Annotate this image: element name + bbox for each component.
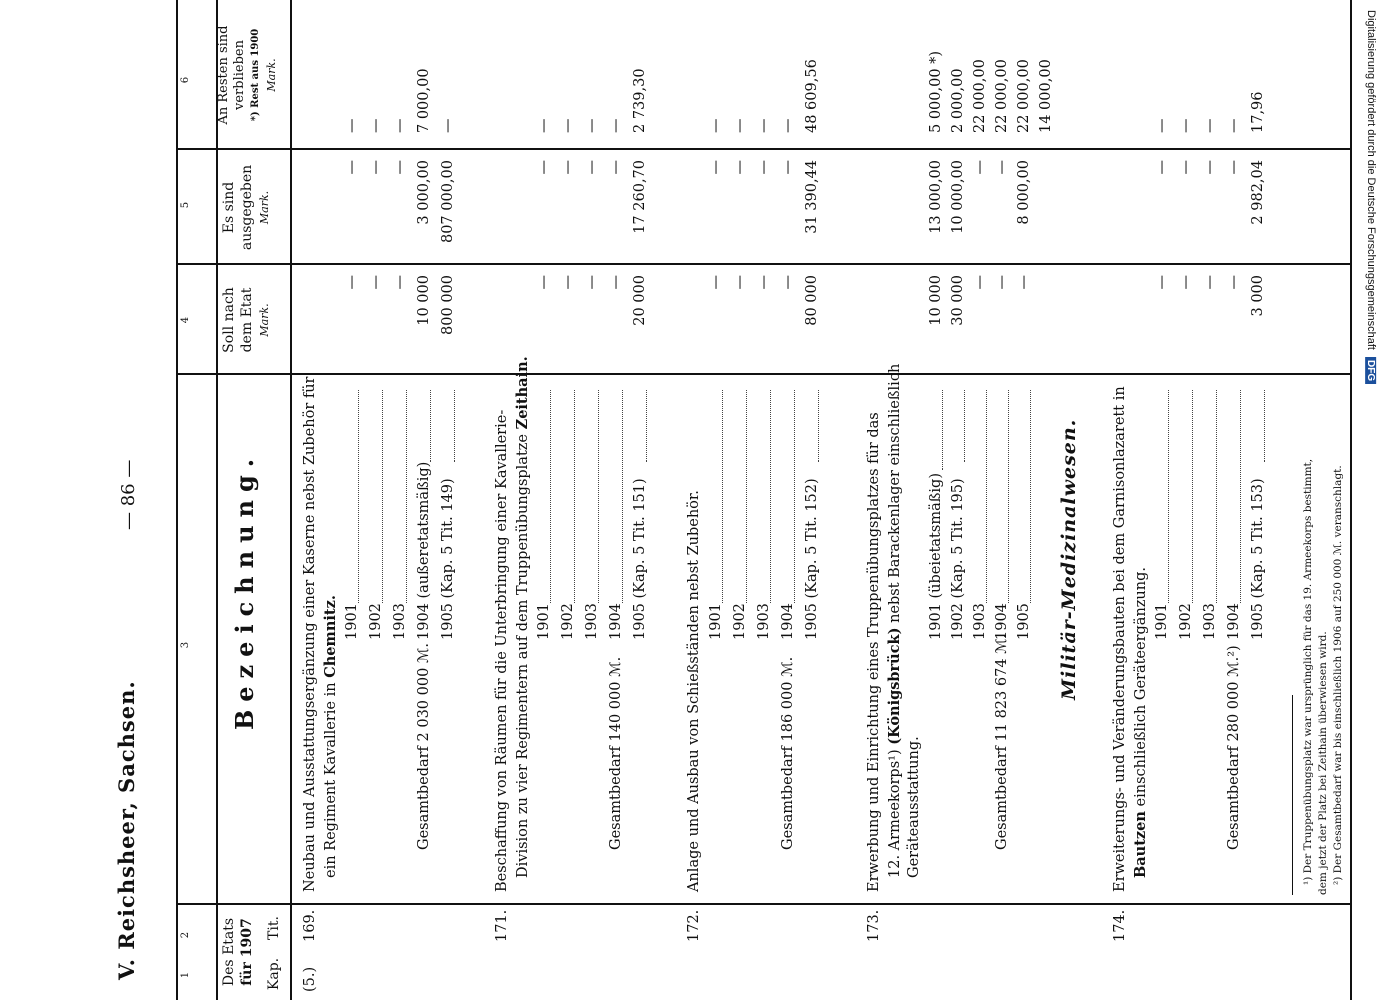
ledger-page [80, 0, 1370, 1000]
entry-year: 1903 [972, 603, 988, 640]
leader-dots [1254, 390, 1265, 462]
leader-dots [612, 390, 623, 603]
rest-value: — [584, 118, 600, 133]
col-divider [176, 263, 1350, 265]
entry-year: 1901 [708, 603, 724, 640]
ausgegeben-label: Es sind ausgegeben [221, 164, 255, 251]
leader-dots [736, 390, 747, 603]
rest-value: — [560, 118, 576, 133]
soll-value: — [560, 275, 576, 290]
entry-place: Bautzen [1132, 811, 1149, 878]
rest-value: — [1154, 118, 1170, 133]
soll-value: 10 000 [928, 275, 944, 326]
col-number: 1 [180, 971, 191, 979]
soll-value: — [536, 275, 552, 290]
rest-value: — [732, 118, 748, 133]
kap-heading: Kap. [266, 957, 282, 991]
rest-value: 2 739,30 [632, 68, 648, 133]
rest-value: — [368, 118, 384, 133]
rest-value: — [756, 118, 772, 133]
entry-description-text: ein Regiment Kavallerie in [323, 677, 339, 878]
leader-dots [396, 390, 407, 603]
ausgegeben-value: — [344, 160, 360, 175]
entry-description-text: nebst Barackenlager einschließlich [887, 363, 903, 628]
soll-value: 30 000 [950, 275, 966, 326]
ausgegeben-value: — [732, 160, 748, 175]
entry-year: 1903 [1202, 603, 1218, 640]
entry-year: 1905 (Kap. 5 Tit. 149) [440, 478, 456, 640]
soll-value: — [344, 275, 360, 290]
entry-description-text: Division zu vier Regimentern auf dem Truppenübungsplatze [515, 429, 531, 878]
ausgegeben-value: 31 390,44 [804, 160, 820, 234]
leader-dots [372, 390, 383, 603]
ausgegeben-value: 3 000,00 [416, 160, 432, 225]
entry-year: 1902 (Kap. 5 Tit. 195) [950, 478, 966, 640]
col-number: 3 [180, 641, 191, 649]
rest-value: — [1226, 118, 1242, 133]
soll-value: 800 000 [440, 275, 456, 335]
rest-value: — [708, 118, 724, 133]
entry-description-text: 12. Armeekorps¹) [887, 744, 903, 878]
soll-value: — [1202, 275, 1218, 290]
entry-description [1132, 567, 1149, 878]
leader-dots [998, 390, 1009, 603]
ausgegeben-value: 10 000,00 [950, 160, 966, 234]
col-number: 2 [180, 931, 191, 939]
rest-value: 14 000,00 [1038, 59, 1054, 133]
digitization-text: Digitalisierung gefördert durch die Deutsche Forschungsgemeinschaft [1365, 10, 1377, 350]
rest-value: 22 000,00 [972, 59, 988, 133]
rest-value: — [1178, 118, 1194, 133]
entry-place: (Königsbrück) [886, 627, 903, 745]
entry-year: 1903 [584, 603, 600, 640]
soll-value: — [756, 275, 772, 290]
rest-value: 22 000,00 [994, 59, 1010, 133]
unit-label: Mark. [265, 58, 278, 92]
entry-gesamtbedarf: Gesamtbedarf 186 000 ℳ. [780, 656, 796, 850]
ausgegeben-value: 13 000,00 [928, 160, 944, 234]
entry-tit: 172. [686, 909, 702, 942]
ausgegeben-heading [220, 155, 274, 260]
soll-value: 3 000 [1250, 275, 1266, 317]
section-heading: Militär-Medizinalwesen. [1058, 418, 1080, 700]
leader-dots [1206, 390, 1217, 603]
entry-year: 1901 [536, 603, 552, 640]
soll-value: — [708, 275, 724, 290]
bezeichnung-heading: Bezeichnung. [230, 450, 259, 730]
rest-value: — [344, 118, 360, 133]
entry-description: Beschaffung von Räumen für die Unterbringung einer Kavallerie- [494, 409, 510, 892]
entry-gesamtbedarf: Gesamtbedarf 140 000 ℳ. [608, 656, 624, 850]
header-rule [216, 0, 218, 1000]
entry-tit: 173. [866, 909, 882, 942]
soll-value: — [994, 275, 1010, 290]
soll-value: 80 000 [804, 275, 820, 326]
soll-value: — [608, 275, 624, 290]
dfg-logo: DFG [1365, 357, 1376, 384]
entry-year: 1905 (Kap. 5 Tit. 151) [632, 478, 648, 640]
leader-dots [808, 390, 819, 462]
entry-tit: 174. [1112, 909, 1128, 942]
soll-value: — [1178, 275, 1194, 290]
entry-place: Zeithain. [514, 356, 531, 430]
rest-value: 5 000,00 *) [928, 50, 944, 133]
rest-value: — [440, 118, 456, 133]
leader-dots [588, 390, 599, 603]
leader-dots [348, 390, 359, 603]
leader-dots [954, 390, 965, 462]
section-title: V. Reichsheer, Sachsen. [114, 680, 139, 980]
leader-dots [932, 390, 943, 470]
soll-value: 20 000 [632, 275, 648, 326]
soll-value: — [732, 275, 748, 290]
ausgegeben-value: — [994, 160, 1010, 175]
entry-year: 1902 [368, 603, 384, 640]
leader-dots [976, 390, 987, 603]
rest-value: — [536, 118, 552, 133]
entry-year: 1904 (außeretatsmäßig) [416, 461, 432, 640]
ausgegeben-value: 807 000,00 [440, 160, 456, 244]
entry-tit: 169. [302, 909, 318, 942]
entry-year: 1902 [1178, 603, 1194, 640]
ausgegeben-value: — [1154, 160, 1170, 175]
resten-label: An Resten sind verblieben [216, 25, 247, 125]
leader-dots [784, 390, 795, 603]
ausgegeben-value: — [368, 160, 384, 175]
entry-place: Chemnitz. [322, 595, 339, 678]
col-divider [176, 148, 1350, 150]
rest-value: 7 000,00 [416, 68, 432, 133]
entry-year: 1903 [756, 603, 772, 640]
entry-tit: 171. [494, 909, 510, 942]
footnote-1: ¹) Der Truppenübungsplatz war ursprünglich für das 19. Armeekorps bestimmt, [1302, 458, 1314, 885]
ausgegeben-value: — [972, 160, 988, 175]
ausgegeben-value: 2 982,04 [1250, 160, 1266, 225]
page-number: — 86 — [118, 459, 139, 530]
rest-value: — [608, 118, 624, 133]
soll-value: — [584, 275, 600, 290]
header-rule [290, 0, 292, 1000]
entry-year: 1904 [1226, 603, 1242, 640]
rest-value: — [392, 118, 408, 133]
leader-dots [564, 390, 575, 603]
col-number: 5 [180, 201, 191, 209]
entry-description: Erweiterungs- und Veränderungsbauten bei dem Garnisonlazarett in [1112, 386, 1128, 892]
soll-value: — [1226, 275, 1242, 290]
ausgegeben-value: — [1202, 160, 1218, 175]
rest-value: 48 609,56 [804, 59, 820, 133]
soll-value: — [1154, 275, 1170, 290]
leader-dots [712, 390, 723, 603]
table-bottom-rule [1350, 0, 1352, 1000]
entry-description [514, 356, 531, 878]
unit-label: Mark. [258, 190, 271, 225]
entry-description [886, 364, 903, 878]
etat-group-label: Des Etats [221, 917, 237, 987]
rest-value: 22 000,00 [1016, 59, 1032, 133]
soll-value: 10 000 [416, 275, 432, 326]
resten-note: *) Rest aus 1900 [250, 28, 261, 122]
entry-year: 1901 [1154, 603, 1170, 640]
entry-description: Geräteausstattung. [906, 736, 922, 878]
ausgegeben-value: 8 000,00 [1016, 160, 1032, 225]
ausgegeben-value: — [536, 160, 552, 175]
ausgegeben-value: — [560, 160, 576, 175]
entry-description: Anlage und Ausbau von Schießständen nebst Zubehör. [686, 490, 702, 892]
soll-value: — [780, 275, 796, 290]
col-number: 6 [180, 76, 191, 84]
entry-year: 1905 [1016, 603, 1032, 640]
soll-value: — [392, 275, 408, 290]
soll-value: — [972, 275, 988, 290]
entry-year: 1904 [608, 603, 624, 640]
unit-label: Mark. [258, 303, 271, 337]
kap-value: (5.) [302, 966, 318, 992]
entry-description: Neubau und Ausstattungsergänzung einer Kaserne nebst Zubehör für [302, 376, 318, 892]
rest-value: — [780, 118, 796, 133]
col-divider [176, 903, 1350, 905]
ausgegeben-value: 17 260,70 [632, 160, 648, 234]
col-divider [176, 373, 1350, 375]
ausgegeben-value: — [1226, 160, 1242, 175]
leader-dots [420, 390, 431, 462]
entry-year: 1904 [780, 603, 796, 640]
ausgegeben-value: — [608, 160, 624, 175]
resten-heading [216, 5, 280, 145]
entry-year: 1903 [392, 603, 408, 640]
etat-year-label: für 1907 [239, 918, 255, 986]
leader-dots [444, 390, 455, 462]
table-top-rule [176, 0, 178, 1000]
leader-dots [636, 390, 647, 462]
ausgegeben-value: — [756, 160, 772, 175]
entry-gesamtbedarf: Gesamtbedarf 11 823 674 ℳ. [994, 633, 1010, 850]
entry-gesamtbedarf: Gesamtbedarf 280 000 ℳ.²) [1226, 645, 1242, 850]
rest-value: 17,96 [1250, 91, 1266, 133]
leader-dots [1182, 390, 1193, 603]
tit-heading: Tit. [266, 916, 282, 940]
leader-dots [1230, 390, 1241, 603]
col-number: 4 [180, 316, 191, 324]
ausgegeben-value: — [392, 160, 408, 175]
entry-description [322, 595, 339, 878]
ausgegeben-value: — [780, 160, 796, 175]
entry-year: 1902 [732, 603, 748, 640]
footnote-1-cont: dem jetzt der Platz bei Zeithain überwiesen wird. [1317, 631, 1329, 895]
rest-value: — [1202, 118, 1218, 133]
entry-year: 1901 (übeietatsmäßig) [928, 473, 944, 640]
leader-dots [760, 390, 771, 603]
etat-heading [220, 908, 256, 996]
entry-year: 1901 [344, 603, 360, 640]
entry-year: 1905 (Kap. 5 Tit. 152) [804, 478, 820, 640]
entry-gesamtbedarf: Gesamtbedarf 2 030 000 ℳ. [416, 642, 432, 850]
leader-dots [1158, 390, 1169, 603]
ausgegeben-value: — [584, 160, 600, 175]
ausgegeben-value: — [708, 160, 724, 175]
rest-value: 2 000,00 [950, 68, 966, 133]
entry-year: 1902 [560, 603, 576, 640]
soll-value: — [368, 275, 384, 290]
entry-description: Erwerbung und Einrichtung eines Truppenübungsplatzes für das [866, 412, 882, 892]
entry-year: 1904 [994, 603, 1010, 640]
ausgegeben-value: — [1178, 160, 1194, 175]
leader-dots [540, 390, 551, 603]
soll-label: Soll nach dem Etat [221, 287, 255, 353]
leader-dots [1020, 390, 1031, 603]
footnote-rule [1292, 695, 1293, 895]
entry-description-text: einschließlich Geräteergänzung. [1133, 567, 1149, 812]
soll-value: — [1016, 275, 1032, 290]
entry-year: 1905 (Kap. 5 Tit. 153) [1250, 478, 1266, 640]
soll-heading [220, 270, 274, 370]
footnote-2: ²) Der Gesamtbedarf war bis einschließlich 1906 auf 250 000 ℳ. veranschlagt. [1332, 465, 1344, 885]
digitization-note [1365, 10, 1377, 384]
